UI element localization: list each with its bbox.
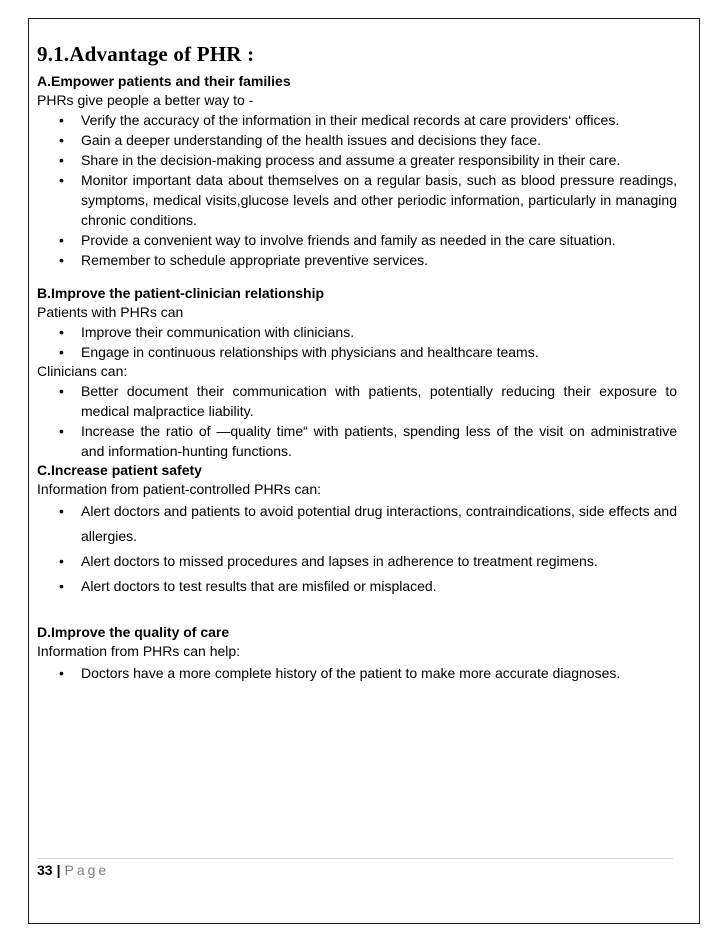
list-item: • Alert doctors to missed procedures and lapses in adherence to treatment regimens. <box>37 549 677 574</box>
list-item: • Gain a deeper understanding of the health issues and decisions they face. <box>59 132 541 148</box>
list-item: • Increase the ratio of —quality time“ with patients, spending less of the visit on administrative and information-hunting functions. <box>59 423 677 459</box>
list-item: • Alert doctors to test results that are misfiled or misplaced. <box>37 574 677 599</box>
bullet-list <box>37 322 677 362</box>
list-item: • Engage in continuous relationships with physicians and healthcare teams. <box>59 344 539 360</box>
bullet-icon: • <box>59 665 64 681</box>
page-footer <box>37 860 109 880</box>
section-heading: C.Increase patient safety <box>37 462 202 478</box>
list-item: • Doctors have a more complete history of the patient to make more accurate diagnoses. <box>37 661 677 686</box>
section-intro-clinicians: Clinicians can: <box>37 363 128 379</box>
bullet-icon: • <box>59 503 64 519</box>
section-relationship <box>37 284 677 461</box>
bullet-icon: • <box>59 383 64 399</box>
section-quality <box>37 623 677 686</box>
section-intro: Information from PHRs can help: <box>37 643 241 659</box>
list-item: • Verify the accuracy of the information in their medical records at care providers‘ offices. <box>59 112 620 128</box>
list-item: • Remember to schedule appropriate preventive services. <box>59 252 429 268</box>
footer-divider <box>37 858 673 859</box>
section-heading: D.Improve the quality of care <box>37 624 230 640</box>
bullet-icon: • <box>59 553 64 569</box>
spacer <box>37 599 677 623</box>
list-item: • Improve their communication with clinicians. <box>59 324 355 340</box>
list-item: • Monitor important data about themselves on a regular basis, such as blood pressure readings, symptoms, medical visits,glucose levels and other periodic information, particularly in managing chronic conditions. <box>59 172 677 228</box>
page-title: 9.1.Advantage of PHR : <box>37 42 255 66</box>
bullet-icon: • <box>59 232 64 248</box>
bullet-icon: • <box>59 172 64 188</box>
bullet-list <box>37 499 677 599</box>
bullet-icon: • <box>59 423 64 439</box>
bullet-icon: • <box>59 578 64 594</box>
bullet-icon: • <box>59 112 64 128</box>
section-intro: PHRs give people a better way to - <box>37 92 254 108</box>
list-item: • Share in the decision-making process and assume a greater responsibility in their care. <box>59 152 621 168</box>
bullet-list <box>37 110 677 270</box>
spacer <box>37 270 677 284</box>
bullet-icon: • <box>59 324 64 340</box>
bullet-icon: • <box>59 344 64 360</box>
bullet-icon: • <box>59 132 64 148</box>
bullet-icon: • <box>59 152 64 168</box>
bullet-icon: • <box>59 252 64 268</box>
list-item: • Better document their communication with patients, potentially reducing their exposure to medical malpractice liability. <box>59 383 677 419</box>
section-heading: A.Empower patients and their families <box>37 73 291 89</box>
footer-separator: | <box>56 862 61 878</box>
page-number: 33 <box>37 862 53 878</box>
bullet-list <box>37 381 677 461</box>
document-body <box>37 40 677 686</box>
section-empower <box>37 72 677 270</box>
list-item: • Alert doctors and patients to avoid potential drug interactions, contraindications, side effects and allergies. <box>37 499 677 549</box>
bullet-list <box>37 661 677 686</box>
section-safety <box>37 461 677 599</box>
section-intro: Information from patient-controlled PHRs can: <box>37 481 322 497</box>
page-word: Page <box>64 862 110 878</box>
section-intro: Patients with PHRs can <box>37 304 184 320</box>
list-item: • Provide a convenient way to involve friends and family as needed in the care situation. <box>59 232 616 248</box>
section-heading: B.Improve the patient-clinician relationship <box>37 285 325 301</box>
